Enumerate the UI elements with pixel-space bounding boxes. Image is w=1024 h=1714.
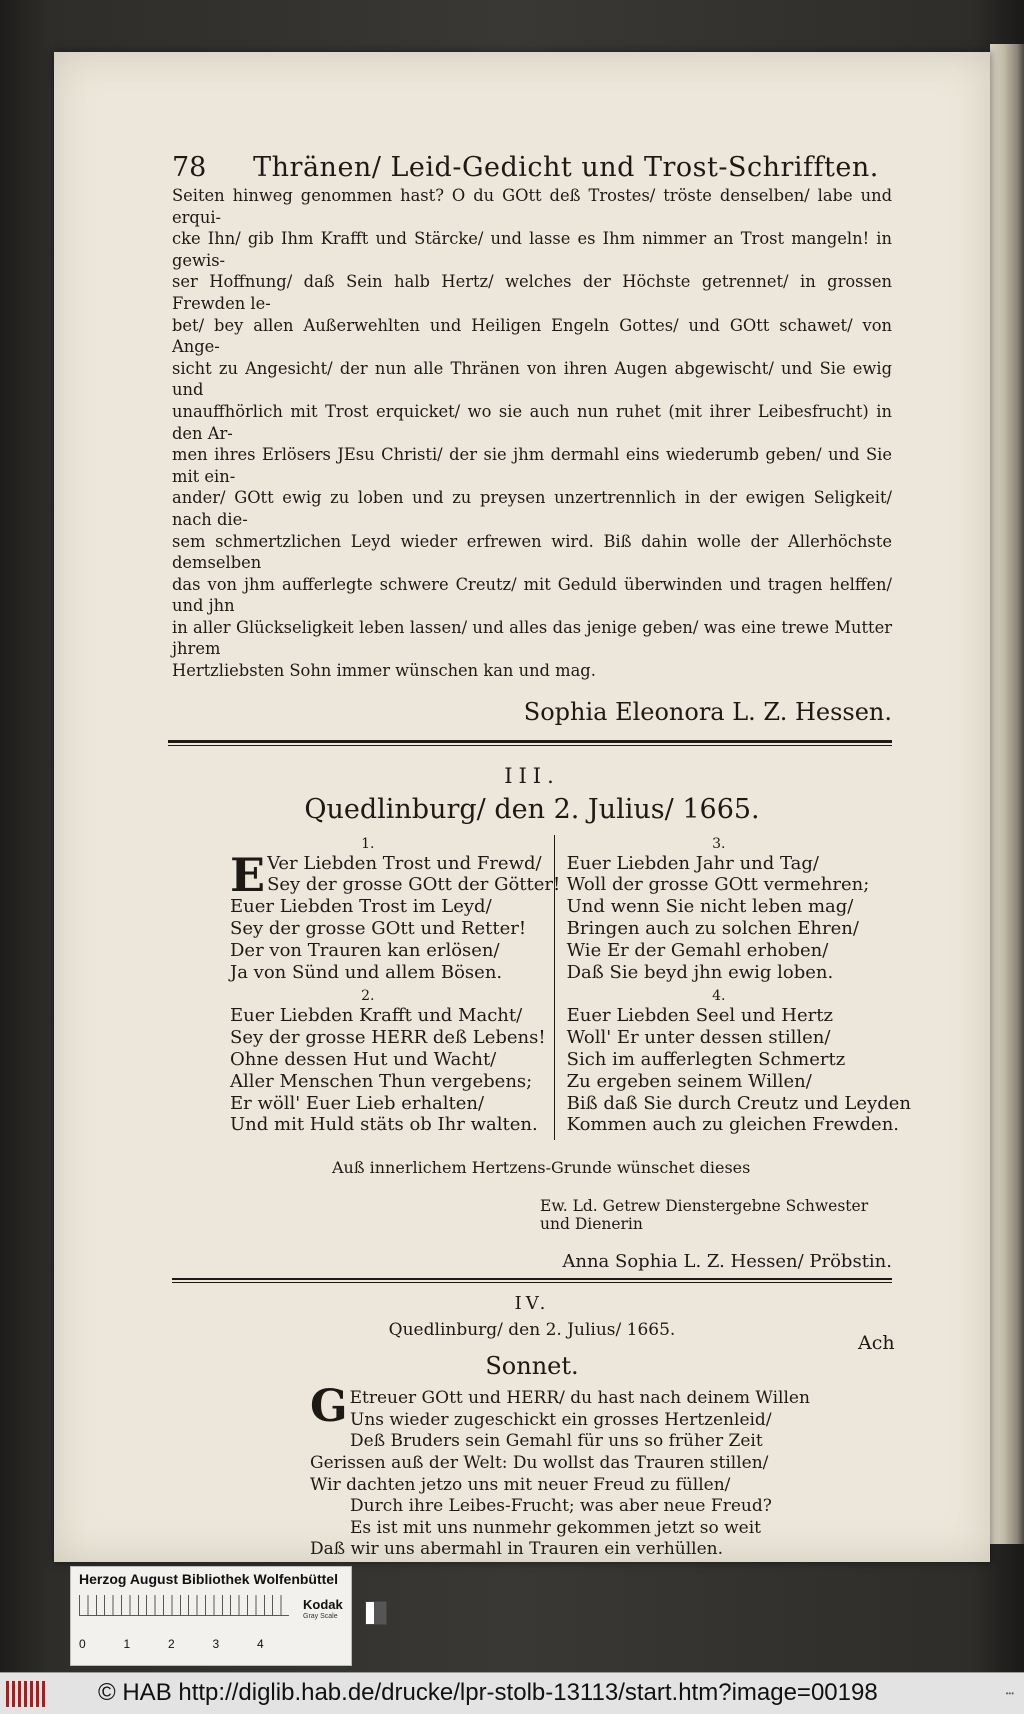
page-content xyxy=(172,152,911,1561)
verse-line: Gerissen auß der Welt: Du wollst das Trauren stillen/ xyxy=(310,1453,769,1473)
verse-line: Daß wir uns abermahl in Trauren ein verhüllen. xyxy=(310,1539,724,1560)
sonnet-title: Sonnet. xyxy=(485,1352,579,1381)
hab-logo-icon xyxy=(6,1681,46,1707)
prose-line: ander/ GOtt ewig zu loben und zu preysen unzertrennlich in der ewigen Seligkeit/ nach die- xyxy=(172,488,892,529)
stanza xyxy=(567,987,911,1136)
footer-bar xyxy=(0,1672,1024,1714)
verse-line: Ja von Sünd und allem Bösen. xyxy=(230,961,503,983)
verse-line: Ohne dessen Hut und Wacht/ xyxy=(230,1049,497,1071)
scale-number: 4 xyxy=(257,1637,264,1651)
section-number: III. xyxy=(504,763,560,788)
signature: Sophia Eleonora L. Z. Hessen. xyxy=(523,697,892,726)
prose-block xyxy=(172,185,892,682)
stanza xyxy=(230,987,546,1136)
stanza-number: 3. xyxy=(712,835,726,852)
section-title: Quedlinburg/ den 2. Julius/ 1665. xyxy=(304,793,760,825)
footer-url[interactable]: © HAB http://diglib.hab.de/drucke/lpr-stolb-13113/start.htm?image=00198 xyxy=(98,1679,878,1706)
verse-line: Wie Er der Gemahl erhoben/ xyxy=(566,939,829,961)
divider xyxy=(172,1278,892,1283)
verse-line: Ver Liebden Trost und Frewd/ xyxy=(267,852,542,874)
verse-line: Biß daß Sie durch Creutz und Leyden xyxy=(566,1092,911,1114)
verse-line: Durch ihre Leibes-Frucht; was aber neue Freud? xyxy=(350,1496,772,1517)
scale-number: 3 xyxy=(212,1637,220,1651)
servant-line: Ew. Ld. Getrew Dienstergebne Schwester und Dienerin xyxy=(540,1197,869,1234)
prose-line: Seiten hinweg genommen hast? O du GOtt deß Trostes/ tröste denselben/ labe und erqui- xyxy=(172,186,892,227)
verse-line: Uns wieder zugeschickt ein grosses Hertzenleid/ xyxy=(350,1409,772,1430)
section-place-date: Quedlinburg/ den 2. Julius/ 1665. xyxy=(388,1320,676,1341)
stanza xyxy=(567,835,911,984)
verse-line: Sich im aufferlegten Schmertz xyxy=(566,1049,846,1071)
dedication: Auß innerlichem Hertzens-Grunde wünschet dieses xyxy=(332,1158,751,1178)
verse-line: Kommen auch zu gleichen Frewden. xyxy=(566,1114,900,1136)
scale-numbers xyxy=(79,1637,299,1651)
scale-number: 2 xyxy=(168,1637,175,1651)
poem-column-left xyxy=(172,835,561,1141)
page-header xyxy=(172,152,892,183)
color-calibration-card xyxy=(70,1566,352,1666)
section-number: IV. xyxy=(514,1293,550,1315)
scale-number: 1 xyxy=(123,1637,131,1651)
verse-line: Etreuer GOtt und HERR/ du hast nach deinem Willen xyxy=(349,1388,810,1409)
verse-line: Er wöll' Euer Lieb erhalten/ xyxy=(230,1092,485,1114)
drop-cap: E xyxy=(230,847,266,902)
prose-line: ser Hoffnung/ daß Sein halb Hertz/ welches der Höchste getrennet/ in grossen Frewden le- xyxy=(172,272,892,313)
stanza-number: 2. xyxy=(361,988,375,1005)
sonnet xyxy=(172,1381,892,1561)
prose-line: das von jhm aufferlegte schwere Creutz/ mit Geduld überwinden und tragen helffen/ und jhn xyxy=(172,574,892,616)
verse-line: Aller Menschen Thun vergebens; xyxy=(230,1070,533,1092)
verse-line: Wir dachten jetzo uns mit neuer Freud zu füllen/ xyxy=(310,1474,731,1495)
verse-line: Sey der grosse HERR deß Lebens! xyxy=(230,1027,546,1049)
prose-line: Hertzliebsten Sohn immer wünschen kan und mag. xyxy=(172,661,596,681)
verse-line: Euer Liebden Krafft und Macht/ xyxy=(230,1005,523,1027)
page-number: 78 xyxy=(172,152,207,183)
drop-cap: G xyxy=(310,1381,348,1433)
verse-line: Zu ergeben seinem Willen/ xyxy=(566,1070,812,1092)
stanza-number: 4. xyxy=(712,988,726,1005)
prose-line: cke Ihn/ gib Ihm Krafft und Stärcke/ und lasse es Ihm nimmer an Trost mangeln! in gewis- xyxy=(172,229,892,270)
verse-line: Sey der grosse GOtt der Götter! xyxy=(267,874,561,896)
verse-line: Es ist mit uns nunmehr gekommen jetzt so weit xyxy=(350,1517,761,1538)
prose-line: sem schmertzlichen Leyd wieder erfrewen wird. Biß dahin wolle der Allerhöchste demselben xyxy=(172,531,892,573)
prose-line: unauffhörlich mit Trost erquicket/ wo sie auch nun ruhet (mit ihrer Leibesfrucht) in den Ar- xyxy=(172,401,892,443)
poem xyxy=(172,835,911,1141)
verse-line: Deß Bruders sein Gemahl für uns so früher Zeit xyxy=(350,1431,763,1452)
verse-line: Euer Liebden Seel und Hertz xyxy=(566,1005,833,1027)
footer-dots: ••• xyxy=(1005,1689,1014,1698)
poem-column-right xyxy=(554,835,911,1141)
stanza xyxy=(230,835,561,984)
prose-line: men ihres Erlösers JEsu Christi/ der sie jhm dermahl eins wiederumb geben/ und Sie mit ein- xyxy=(172,445,892,486)
scale-number: 0 xyxy=(79,1637,86,1651)
page-edge xyxy=(990,44,1024,1544)
kodak-logo: Kodak xyxy=(303,1597,343,1612)
gray-swatch xyxy=(365,1601,387,1625)
catchword: Ach xyxy=(858,1332,895,1354)
verse-line: Sey der grosse GOtt und Retter! xyxy=(230,918,527,940)
gray-scale-label: Gray Scale xyxy=(303,1613,338,1620)
scale-ruler xyxy=(79,1595,289,1616)
verse-line: Euer Liebden Jahr und Tag/ xyxy=(566,852,819,874)
stanza-number: 1. xyxy=(361,835,375,852)
prose-line: bet/ bey allen Außerwehlten und Heiligen Engeln Gottes/ und GOtt schawet/ von Ange- xyxy=(172,315,892,357)
institution-label: Herzog August Bibliothek Wolfenbüttel xyxy=(79,1571,338,1587)
divider xyxy=(168,740,892,746)
verse-line: Daß Sie beyd jhn ewig loben. xyxy=(566,961,834,983)
verse-line: Bringen auch zu solchen Ehren/ xyxy=(566,918,859,940)
prose-line: in aller Glückseligkeit leben lassen/ und alles das jenige geben/ was eine trewe Mutter jhrem xyxy=(172,617,892,659)
verse-line: Woll' Er unter dessen stillen/ xyxy=(566,1027,831,1049)
verse-line: Und mit Huld stäts ob Ihr walten. xyxy=(230,1114,538,1136)
running-title: Thränen/ Leid-Gedicht und Trost-Schrifften. xyxy=(253,152,879,183)
verse-line: Woll der grosse GOtt vermehren; xyxy=(566,874,870,896)
author-signature: Anna Sophia L. Z. Hessen/ Pröbstin. xyxy=(562,1251,892,1273)
verse-line: Euer Liebden Trost im Leyd/ xyxy=(230,896,492,918)
verse-line: Und wenn Sie nicht leben mag/ xyxy=(566,896,854,918)
prose-line: sicht zu Angesicht/ der nun alle Thränen von ihren Augen abgewischt/ und Sie ewig und xyxy=(172,358,892,400)
verse-line: Der von Trauren kan erlösen/ xyxy=(230,939,500,961)
